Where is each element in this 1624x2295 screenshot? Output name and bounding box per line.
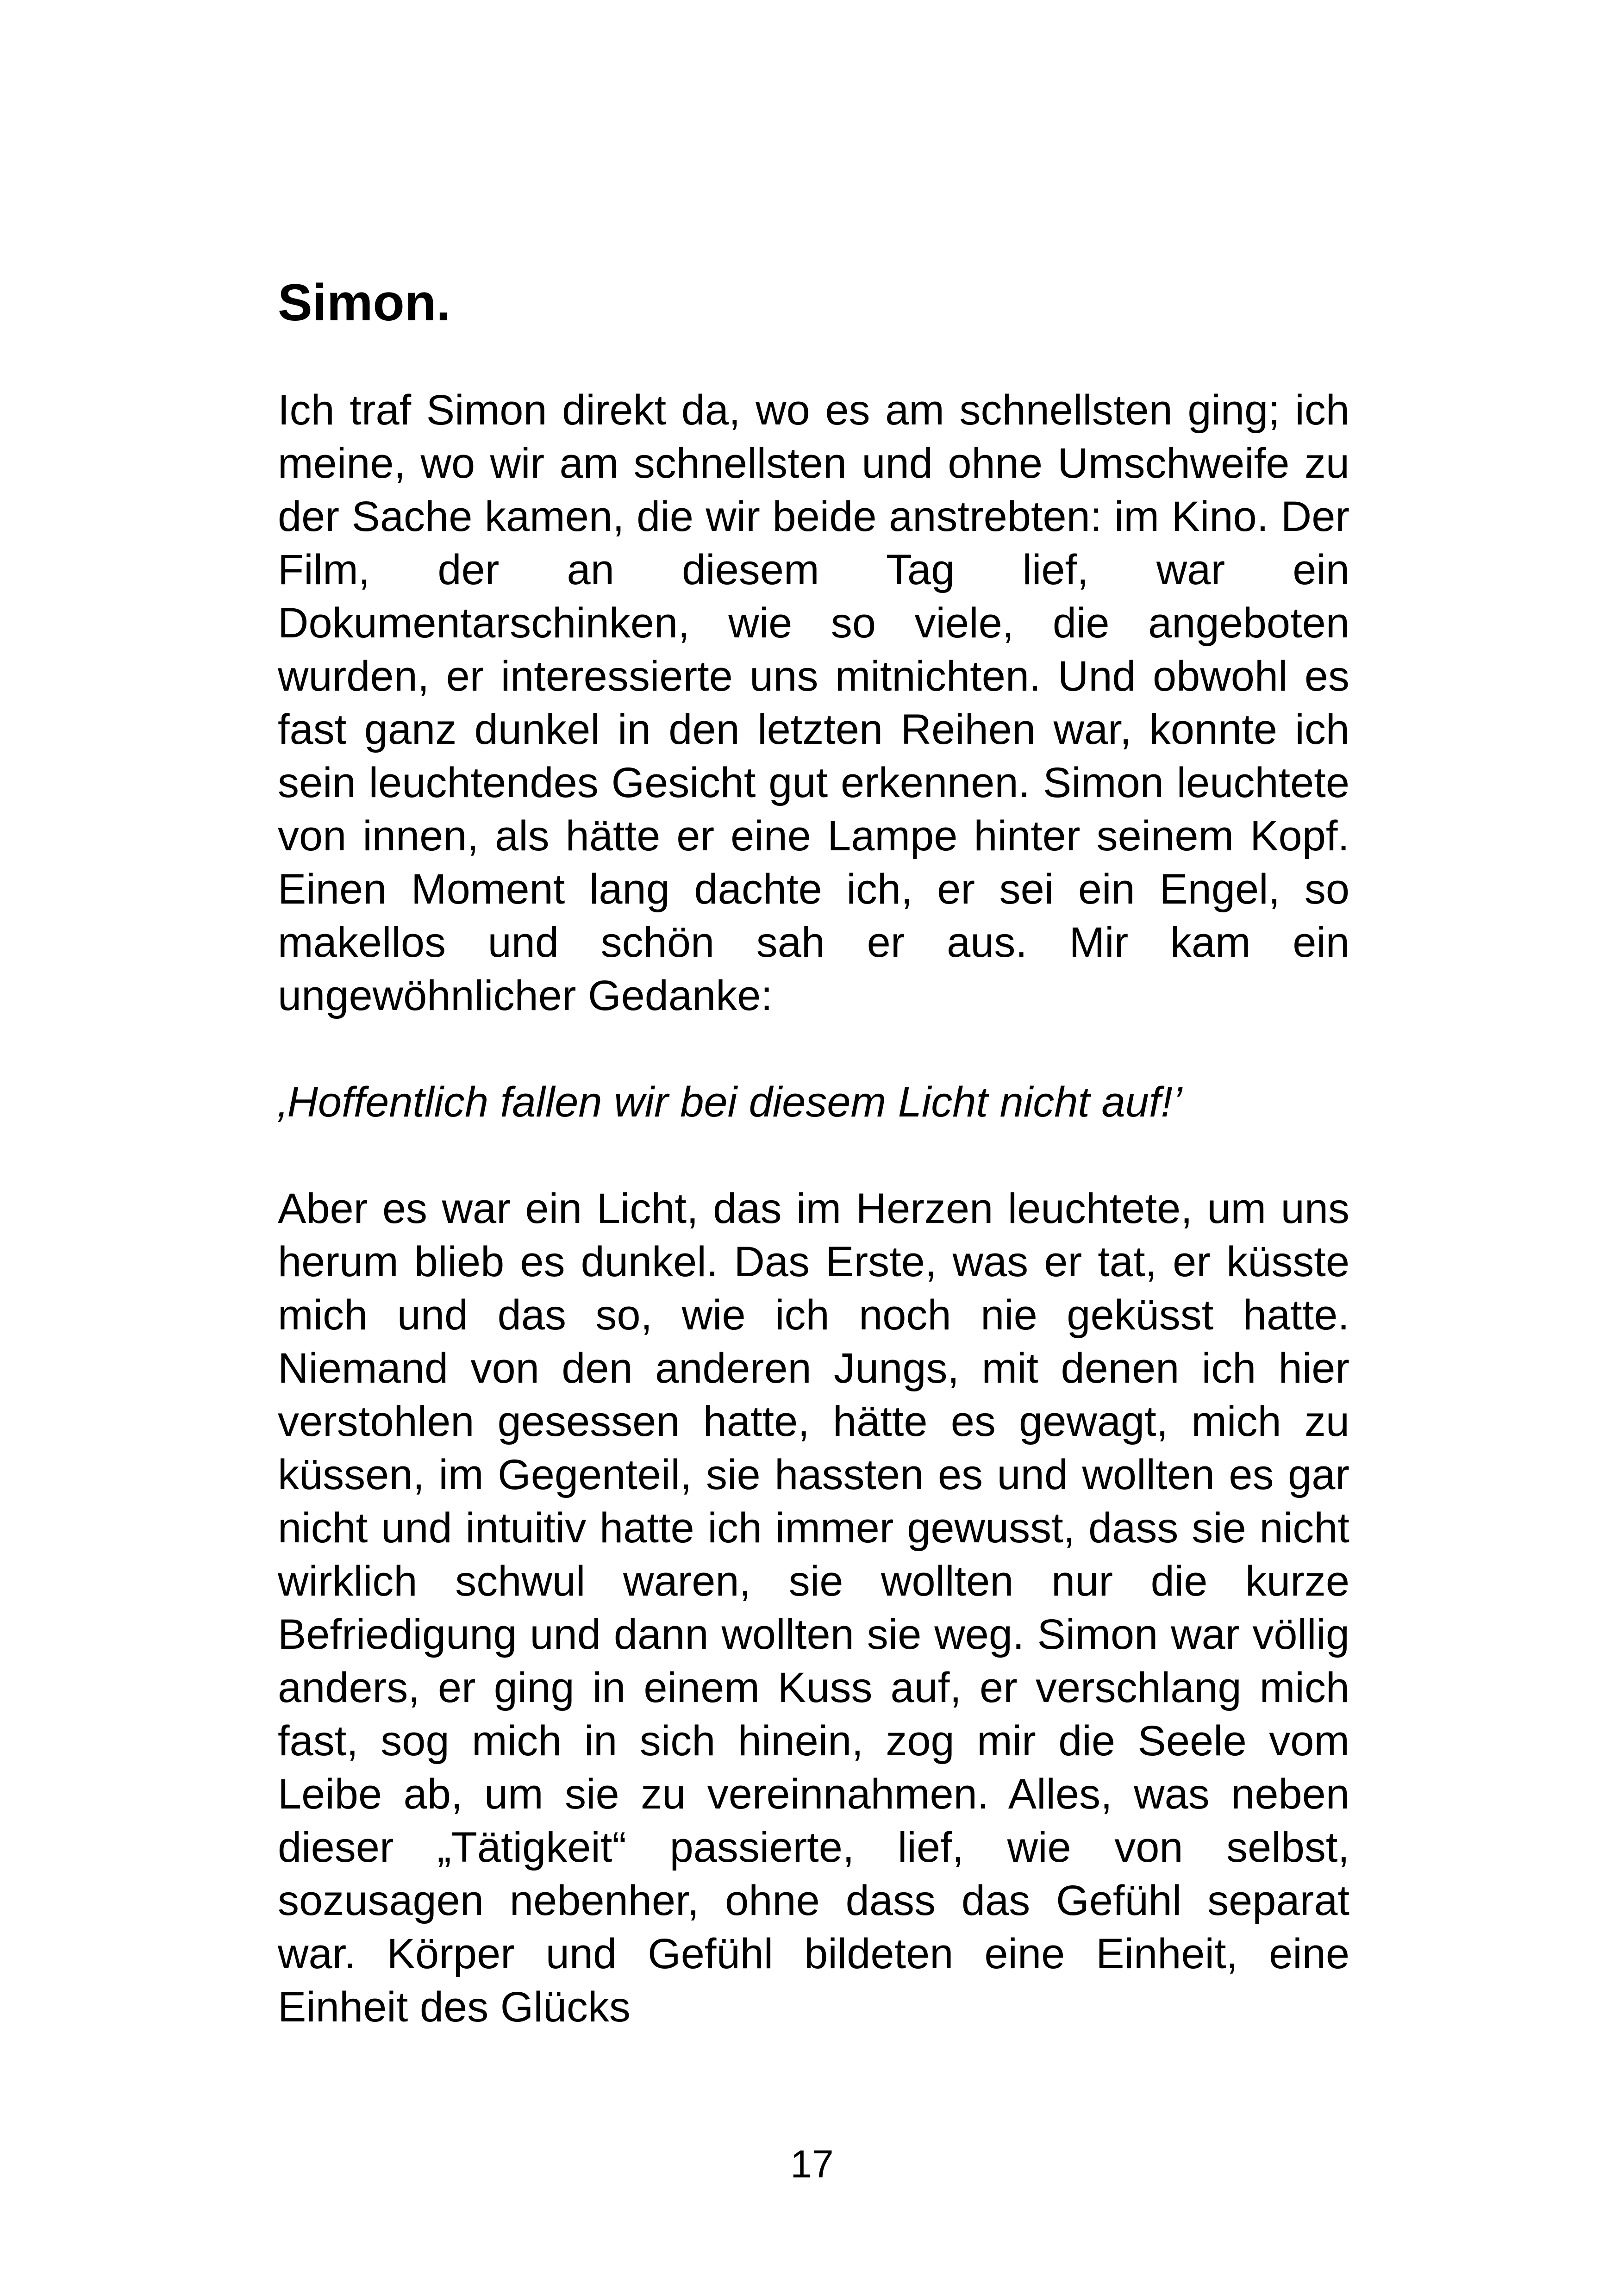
quote-line: ‚Hoffentlich fallen wir bei diesem Licht nicht auf!’ [278,1078,1182,1126]
paragraph-2: Aber es war ein Licht, das im Herzen leuchtete, um uns herum blieb es dunkel. Das Erste, was er tat, er küsste mich und das so, wie ich noch nie geküsst hatte. Niemand von den anderen Jungs, mit denen ich hier verstohlen gesessen hatte, hätte es gewagt, mich zu küssen, im Gegenteil, sie hassten es und wollten es gar nicht und intuitiv hatte ich immer gewusst, dass sie nicht wirklich schwul waren, sie wollten nur die kurze Befriedigung und dann wollten sie weg. Simon war völlig anders, er ging in einem Kuss auf, er verschlang mich fast, sog mich in sich hinein, zog mir die Seele vom Leibe ab, um sie zu vereinnahmen. Alles, was neben dieser „Tätigkeit“ passierte, lief, wie von selbst, sozusagen nebenher, ohne dass das Gefühl separat war. Körper und Gefühl bildeten eine Einheit, eine Einheit des Glücks [278,1185,1349,2031]
chapter-title: Simon. [278,274,451,331]
page-number: 17 [790,2142,834,2186]
text-column [278,273,1349,2034]
paragraph-1: Ich traf Simon direkt da, wo es am schnellsten ging; ich meine, wo wir am schnellsten und ohne Umschweife zu der Sache kamen, die wir beide anstrebten: im Kino. Der Film, der an diesem Tag lief, war ein Dokumentarschinken, wie so viele, die angeboten wurden, er interessierte uns mitnichten. Und obwohl es fast ganz dunkel in den letzten Reihen war, konnte ich sein leuchtendes Gesicht gut erkennen. Simon leuchtete von innen, als hätte er eine Lampe hinter seinem Kopf. Einen Moment lang dachte ich, er sei ein Engel, so makellos und schön sah er aus. Mir kam ein ungewöhnlicher Gedanke: [278,386,1349,1019]
